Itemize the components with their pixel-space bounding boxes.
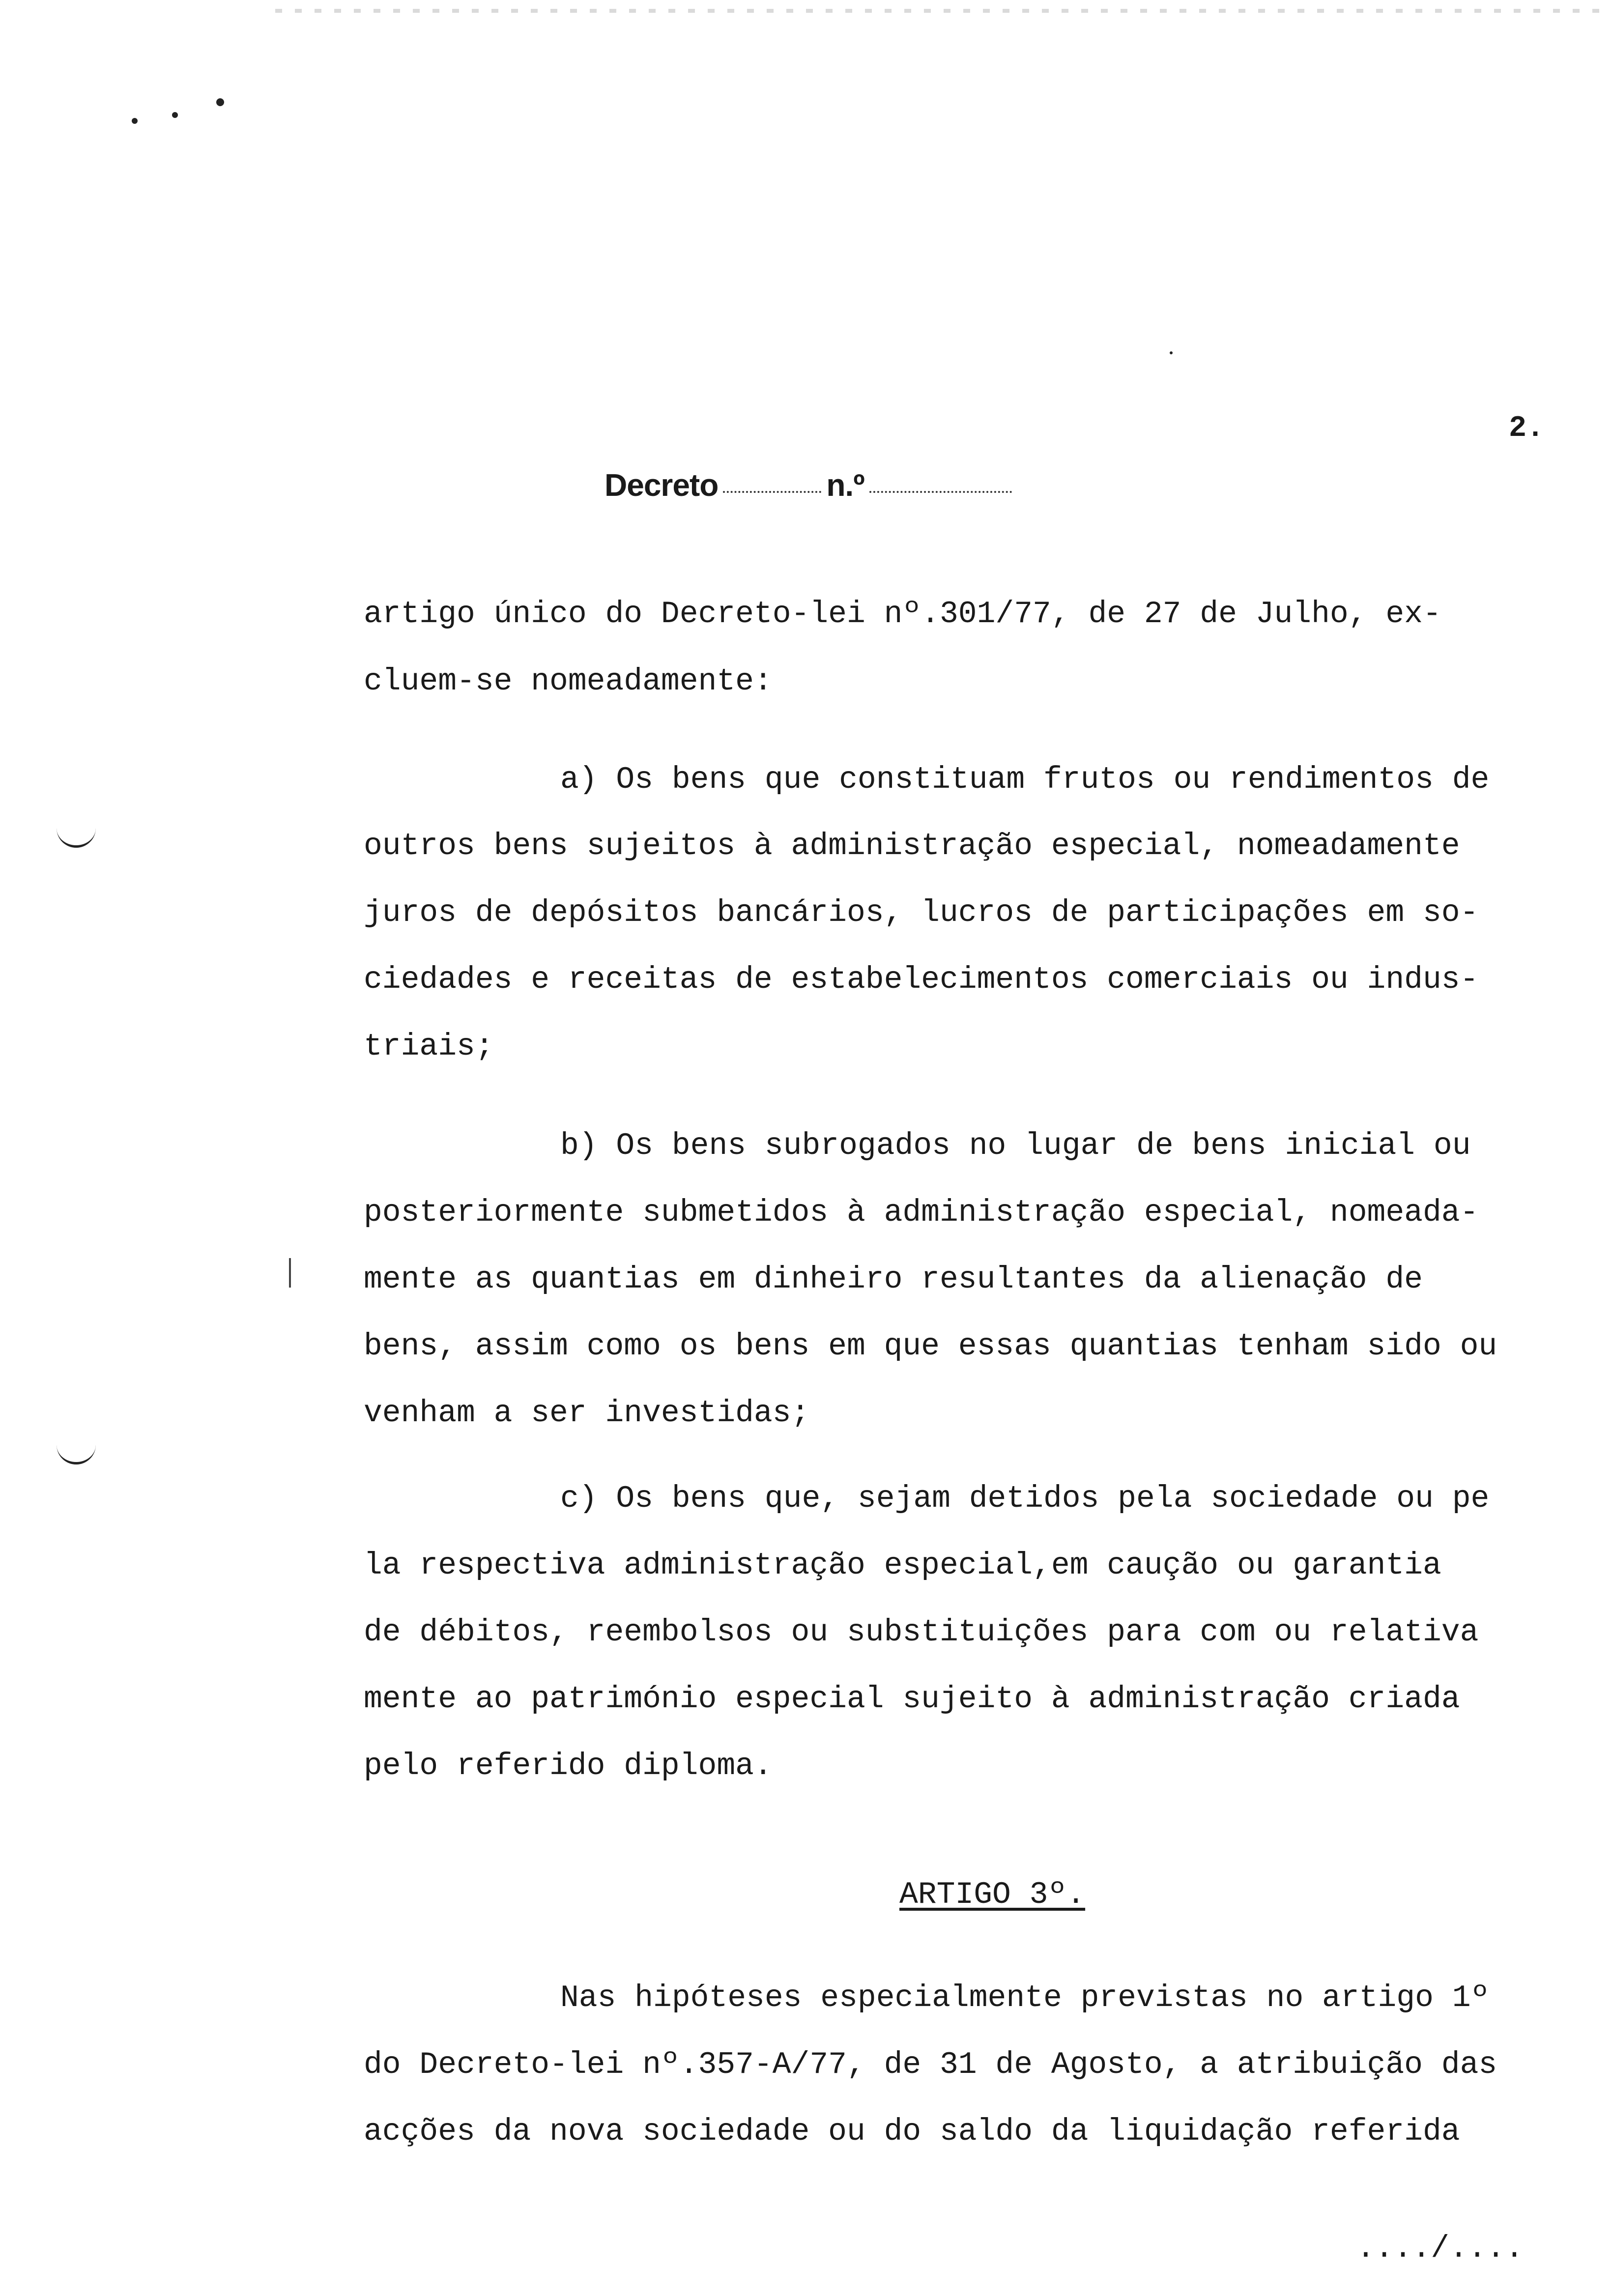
- text-line: mente ao património especial sujeito à administração criada: [364, 1682, 1460, 1717]
- text-line: a) Os bens que constituam frutos ou rendimentos de: [560, 762, 1490, 797]
- article-heading: ARTIGO 3º.: [899, 1877, 1086, 1912]
- continuation-marker: ..../....: [1356, 2231, 1524, 2266]
- text-line: posteriormente submetidos à administração especial, nomeada-: [364, 1195, 1479, 1230]
- scan-edge-noise: [275, 9, 1602, 13]
- decree-header: [604, 467, 1017, 503]
- text-line: artigo único do Decreto-lei nº.301/77, de 27 de Julho, ex-: [364, 597, 1441, 631]
- text-line: mente as quantias em dinheiro resultantes da alienação de: [364, 1262, 1423, 1297]
- text-line: triais;: [364, 1029, 494, 1064]
- text-line: bens, assim como os bens em que essas quantias tenham sido ou: [364, 1329, 1497, 1364]
- text-line: de débitos, reembolsos ou substituições para com ou relativa: [364, 1615, 1479, 1650]
- text-line: cluem-se nomeadamente:: [364, 664, 773, 699]
- punch-hole-mark: [57, 826, 96, 848]
- decree-type-blank: [723, 491, 821, 493]
- decree-number-label: n.º: [826, 467, 864, 503]
- text-line: Nas hipóteses especialmente previstas no artigo 1º: [560, 1980, 1490, 2015]
- scan-speck: [1170, 351, 1173, 354]
- text-line: venham a ser investidas;: [364, 1396, 810, 1431]
- punch-hole-mark: [57, 1442, 96, 1464]
- decree-label: Decreto: [604, 467, 719, 503]
- decree-number-blank: [869, 491, 1012, 493]
- scan-mark-line: [289, 1258, 291, 1288]
- text-line: juros de depósitos bancários, lucros de participações em so-: [364, 895, 1479, 930]
- text-line: pelo referido diploma.: [364, 1749, 773, 1783]
- scan-speck: [216, 98, 224, 106]
- text-line: ciedades e receitas de estabelecimentos comerciais ou indus-: [364, 962, 1479, 997]
- text-line: acções da nova sociedade ou do saldo da liquidação referida: [364, 2114, 1460, 2149]
- text-line: c) Os bens que, sejam detidos pela sociedade ou pe: [560, 1481, 1490, 1516]
- page-number: 2.: [1509, 412, 1545, 445]
- scan-speck: [172, 112, 178, 118]
- text-line: la respectiva administração especial,em caução ou garantia: [364, 1548, 1441, 1583]
- text-line: b) Os bens subrogados no lugar de bens inicial ou: [560, 1128, 1471, 1163]
- text-line: do Decreto-lei nº.357-A/77, de 31 de Agosto, a atribuição das: [364, 2047, 1497, 2082]
- scan-speck: [132, 118, 138, 124]
- text-line: outros bens sujeitos à administração especial, nomeadamente: [364, 829, 1460, 863]
